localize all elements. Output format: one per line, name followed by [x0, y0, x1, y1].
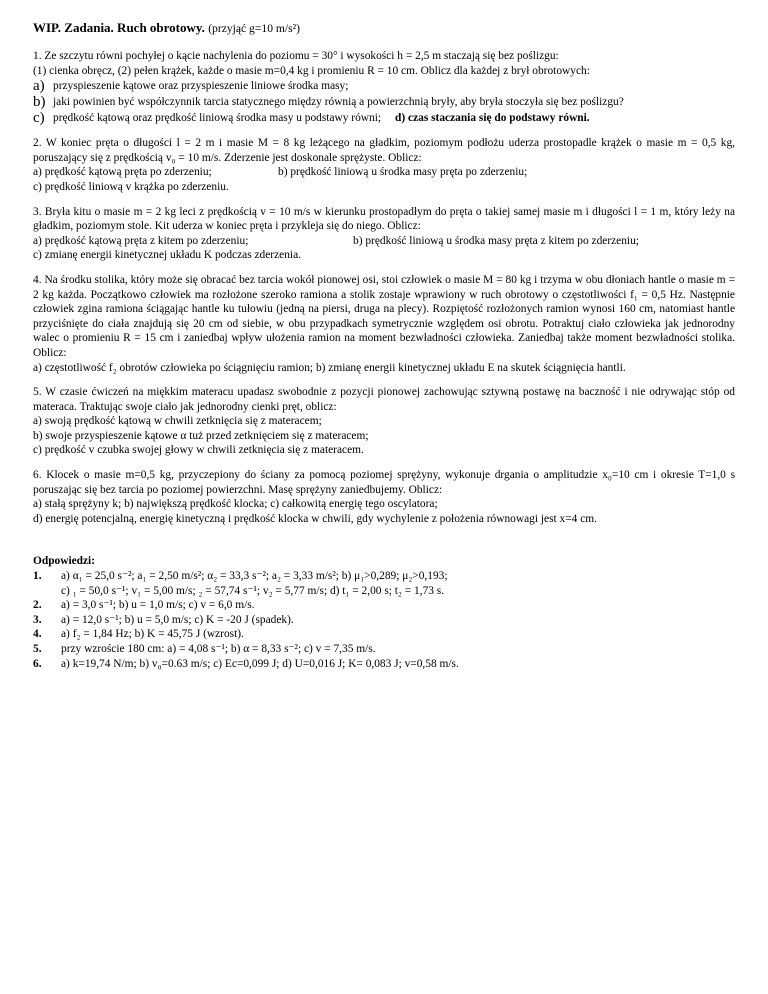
task-4-ab: a) częstotliwość f₂ obrotów człowieka po ściągnięciu ramion; b) zmianę energii kinetycznej układu E na skutek ściągnięcia hantli.	[33, 361, 626, 374]
task-3-text: 3. Bryła kitu o masie m = 2 kg leci z prędkością v = 10 m/s w kierunku prostopadłym do pręta o takiej samej masie m i długości l = 1 m, który leży na gładkim, poziomym stole. Kit uderza w koniec pręta i przykleja się do niego. Oblicz:	[33, 205, 735, 233]
task-5-b: b) swoje przyspieszenie kątowe α tuż przed zetknięciem się z materacem;	[33, 429, 369, 442]
answer-1	[33, 569, 735, 598]
task-4-text: 4. Na środku stolika, który może się obracać bez tarcia wokół pionowej osi, stoi człowiek o masie M = 80 kg i trzyma w obu dłoniach hantle o masie m = 2 kg każda. Początkowo człowiek ma rozłożone szeroko ramiona a stolik zostaje wprawiony w ruch obrotowy o częstotliwości f₁ = 0,5 Hz. Następnie człowiek zgina ramiona ściągając hantle ku tułowiu (jedną na piersi, druga na plecy). Rozpiętość rozłożonych ramion wynosi 160 cm, natomiast hantle przyciśnięte do ciała znajdują się 20 cm od siebie, w obu przypadkach symetrycznie względem osi obrotu. Potraktuj ciało człowieka jak jednorodny walec o promieniu R = 15 cm i zaniedbaj wpływ ułożenia ramion na moment bezwładności człowieka. Zaniedbaj także moment bezwładności stolika. Oblicz:	[33, 273, 735, 359]
task-1-d-text: d) czas staczania się do podstawy równi.	[395, 112, 590, 125]
answer-line: a) = 12,0 s⁻¹; b) u = 5,0 m/s; c) K = -20 J (spadek).	[61, 613, 294, 626]
answer-line: a) α₁ = 25,0 s⁻²; a₁ = 2,50 m/s²; α₂ = 33,3 s⁻²; a₂ = 3,33 m/s²; b) μ₁>0,289; μ₂>0,193;	[61, 570, 448, 583]
task-1	[33, 49, 735, 126]
task-6-text: 6. Klocek o masie m=0,5 kg, przyczepiony do ściany za pomocą poziomej sprężyny, wykonuje drgania o amplitudzie x₀=10 cm i okresie T=1,0 s poruszając się bez tarcia po poziomej powierzchni. Masę sprężyny zaniedbujemy. Oblicz:	[33, 469, 735, 496]
task-1-a-label: a)	[33, 78, 45, 95]
task-1-b-label: b)	[33, 94, 46, 111]
task-2-a: a) prędkość kątową pręta po zderzeniu;	[33, 166, 212, 179]
task-5-c: c) prędkość v czubka swojej głowy w chwili zetknięcia się z materacem.	[33, 444, 364, 457]
task-3-b: b) prędkość liniową u środka masy pręta z kitem po zderzeniu;	[353, 234, 639, 247]
task-1-c-text: prędkość kątową oraz prędkość liniową środka masy u podstawy równi;	[53, 112, 382, 125]
task-5-text: 5. W czasie ćwiczeń na miękkim materacu upadasz swobodnie z pozycji pionowej zachowując sztywną postawę na baczność i nie odrywając stóp od materaca. Traktując swoje ciało jak jednorodny cienki pręt, oblicz:	[33, 386, 735, 413]
document-page	[33, 20, 735, 671]
document-title: WIP. Zadania. Ruch obrotowy.	[33, 20, 205, 35]
answers-section	[33, 554, 735, 671]
task-2-text: 2. W koniec pręta o długości l = 2 m i masie M = 8 kg leżącego na gładkim, poziomym podłożu uderza prostopadle krążek o masie m = 0,5 kg, poruszający się z prędkością v₀ = 10 m/s. Zderzenie jest doskonale sprężyste. Oblicz:	[33, 137, 735, 164]
task-3-c: c) zmianę energii kinetycznej układu K podczas zderzenia.	[33, 249, 301, 262]
answer-number: 5.	[33, 643, 42, 655]
task-1-intro: 1. Ze szczytu równi pochyłej o kącie nachylenia do poziomu = 30° i wysokości h = 2,5 m staczają się bez poślizgu:	[33, 50, 559, 62]
answer-line: a) k=19,74 N/m; b) v₀=0.63 m/s; c) Ec=0,099 J; d) U=0,016 J; K= 0,083 J; v=0,58 m/s.	[61, 657, 459, 670]
answer-5	[33, 642, 735, 657]
task-3	[33, 205, 735, 263]
answer-number: 3.	[33, 613, 42, 626]
answer-line: a) f₂ = 1,84 Hz; b) K = 45,75 J (wzrost).	[61, 628, 244, 641]
answer-number: 4.	[33, 628, 42, 641]
task-6-b: d) energię potencjalną, energię kinetyczną i prędkość klocka w chwili, gdy wychylenie z położenia równowagi jest x=4 cm.	[33, 512, 597, 525]
task-2	[33, 136, 735, 194]
task-1-item-b	[33, 94, 735, 110]
answer-line: a) = 3,0 s⁻¹; b) u = 1,0 m/s; c) v = 6,0 m/s.	[61, 599, 255, 612]
task-2-b: b) prędkość liniową u środka masy pręta po zderzeniu;	[278, 166, 528, 179]
task-5	[33, 385, 735, 458]
answer-4	[33, 627, 735, 642]
answer-number: 2.	[33, 599, 42, 612]
task-1-line2: (1) cienka obręcz, (2) pełen krążek, każde o masie m=0,4 kg i promieniu R = 10 cm. Oblicz dla każdej z brył obrotowych:	[33, 64, 590, 77]
answer-3	[33, 613, 735, 628]
task-1-b-text: jaki powinien być współczynnik tarcia statycznego między równią a powierzchnią bryły, aby bryła stoczyła się bez poślizgu?	[53, 96, 624, 109]
task-1-a-text: przyspieszenie kątowe oraz przyspieszenie liniowe środka masy;	[53, 80, 349, 93]
answers-heading: Odpowiedzi:	[33, 555, 96, 568]
task-1-item-a	[33, 78, 735, 94]
task-2-c: c) prędkość liniową v krążka po zderzeniu.	[33, 180, 229, 193]
task-6-a: a) stałą sprężyny k; b) największą prędkość klocka; c) całkowitą energię tego oscylatora;	[33, 498, 438, 511]
gravity-note: (przyjąć g=10 m/s²)	[208, 22, 300, 35]
answer-6	[33, 657, 735, 672]
document-header	[33, 20, 735, 37]
task-3-row-ab	[33, 234, 735, 249]
task-4	[33, 273, 735, 375]
answer-number: 6.	[33, 657, 42, 670]
task-1-item-c	[33, 110, 735, 126]
answer-line: c) ₁ = 50,0 s⁻¹; v₁ = 5,00 m/s; ₂ = 57,74 s⁻¹; v₂ = 5,77 m/s; d) t₁ = 2,00 s; t₂ = 1,73 s.	[61, 584, 445, 597]
task-6	[33, 468, 735, 526]
task-2-row-ab	[33, 165, 735, 180]
answer-line: przy wzroście 180 cm: a) = 4,08 s⁻¹; b) α = 8,33 s⁻²; c) v = 7,35 m/s.	[61, 643, 376, 655]
task-3-a: a) prędkość kątową pręta z kitem po zderzeniu;	[33, 234, 249, 247]
task-1-c-label: c)	[33, 110, 45, 127]
answer-number: 1.	[33, 570, 42, 583]
answer-2	[33, 598, 735, 613]
task-5-a: a) swoją prędkość kątową w chwili zetknięcia się z materacem;	[33, 415, 322, 428]
